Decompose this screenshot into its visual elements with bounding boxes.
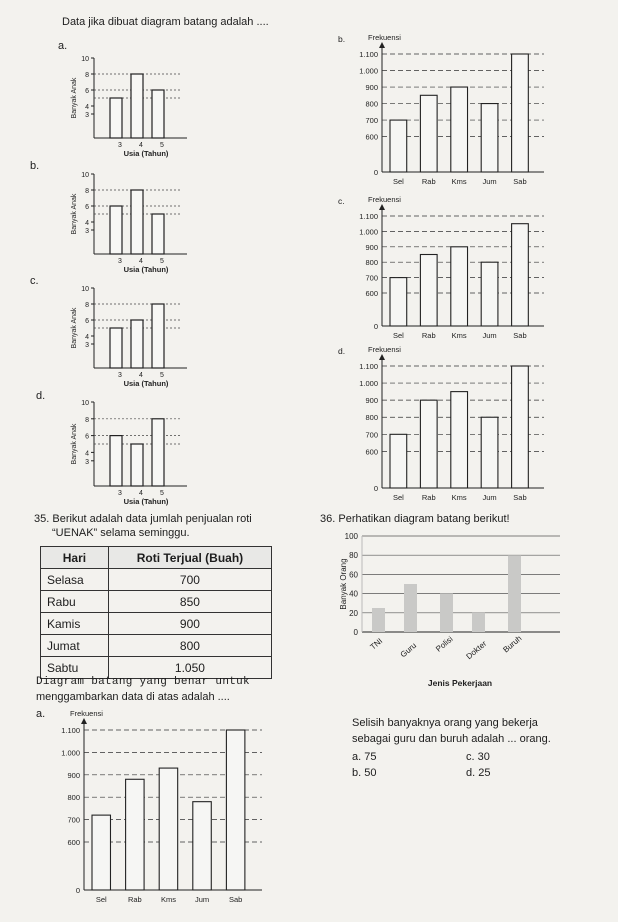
q35-text1: Berikut adalah data jumlah penjualan roti — [52, 513, 252, 525]
bar — [390, 120, 407, 172]
y-tick-label: 700 — [365, 430, 378, 440]
x-tick-label: 3 — [118, 372, 122, 379]
y-tick-label: 600 — [365, 447, 378, 457]
q35-option-a-letter: a. — [36, 708, 46, 720]
x-tick-label: Sel — [95, 895, 107, 904]
x-tick-label: Jum — [194, 895, 210, 904]
y-axis-label: Frekuensi — [70, 709, 103, 718]
table-cell-sold: 1.050 — [108, 657, 271, 679]
x-tick-label: 4 — [139, 258, 143, 265]
bar — [512, 224, 529, 326]
bar — [110, 436, 122, 486]
table-row — [41, 613, 272, 635]
x-tick-label: Sab — [513, 177, 527, 186]
y-tick-label: 600 — [365, 132, 378, 142]
y-tick-label: 100 — [344, 532, 358, 541]
y-axis-label: Frekuensi — [368, 195, 401, 204]
x-tick-label: Sel — [392, 331, 404, 340]
q35-line1 — [34, 512, 252, 526]
y-tick-label: 3 — [85, 112, 89, 119]
y-tick-label: 10 — [81, 286, 89, 293]
bar — [131, 74, 143, 138]
x-tick-label: Jum — [482, 177, 497, 186]
q34-option-a-letter: a. — [58, 40, 68, 52]
y-tick-label: 80 — [349, 551, 358, 561]
y-axis-arrow — [379, 204, 385, 210]
q35-chart-a — [44, 706, 270, 912]
y-tick-label: 6 — [85, 318, 89, 325]
y-axis-label: Frekuensi — [368, 33, 401, 42]
option-value: 25 — [478, 767, 491, 779]
table-header-day: Hari — [41, 547, 109, 569]
y-tick-label: 6 — [85, 88, 89, 95]
bar — [481, 262, 498, 326]
table-row — [41, 591, 272, 613]
x-tick-label: Sab — [513, 493, 527, 502]
y-tick-label: 900 — [67, 770, 80, 780]
bar — [152, 214, 164, 254]
x-tick-label: Polisi — [434, 634, 455, 654]
q35-chart-d — [336, 342, 552, 510]
q35-number: 35. — [34, 513, 50, 525]
table-header-sold: Roti Terjual (Buah) — [108, 547, 271, 569]
bar — [390, 434, 407, 488]
x-axis-label: Usia (Tahun) — [123, 379, 169, 388]
chart-option-letter: c. — [338, 196, 345, 206]
table-cell-sold: 900 — [108, 613, 271, 635]
y-tick-label: 1.100 — [359, 212, 378, 221]
y-tick-label: 800 — [365, 99, 378, 109]
x-tick-label: Kms — [160, 895, 176, 904]
x-tick-label: Sel — [392, 177, 404, 186]
y-tick-label: 4 — [85, 220, 89, 227]
y-tick-label: 900 — [365, 83, 378, 93]
y-axis-label: Banyak Anak — [71, 193, 78, 235]
y-tick-label: 10 — [81, 172, 89, 179]
bar — [110, 328, 122, 368]
table-row — [41, 635, 272, 657]
y-tick-label: 0 — [75, 886, 80, 895]
x-tick-label: Sab — [228, 895, 243, 904]
x-tick-label: Kms — [451, 493, 467, 502]
option-value: 75 — [364, 751, 377, 763]
q35-chart-c — [336, 192, 552, 348]
q35-text3: Diagram batang yang benar untuk — [36, 676, 250, 688]
y-tick-label: 1.100 — [61, 726, 80, 735]
x-axis-label: Usia (Tahun) — [123, 265, 169, 274]
q36-line1 — [320, 512, 510, 526]
bar — [512, 366, 529, 488]
bar — [193, 802, 211, 890]
q36-option-a — [352, 750, 377, 764]
x-tick-label: Rab — [421, 331, 436, 340]
y-tick-label: 8 — [85, 416, 89, 424]
bar — [131, 444, 143, 486]
table-cell-sold: 700 — [108, 569, 271, 591]
table-header-row — [41, 547, 272, 569]
x-tick-label: 3 — [118, 142, 122, 149]
x-tick-label: Dokter — [464, 639, 489, 662]
bar — [110, 98, 122, 138]
x-tick-label: Jum — [482, 493, 497, 502]
q36-question-line1: Selisih banyaknya orang yang bekerja — [352, 717, 538, 729]
y-tick-label: 4 — [85, 450, 89, 458]
chart-option-letter: d. — [338, 346, 346, 356]
bar — [472, 613, 485, 632]
y-tick-label: 1.100 — [359, 50, 378, 59]
x-tick-label: Kms — [451, 177, 467, 186]
option-value: 50 — [364, 767, 377, 779]
x-tick-label: Sel — [392, 493, 404, 502]
y-tick-label: 10 — [81, 56, 89, 63]
y-tick-label: 4 — [85, 104, 89, 111]
q36-text: Perhatikan diagram batang berikut! — [338, 513, 510, 525]
x-axis-label: Usia (Tahun) — [123, 497, 169, 506]
q36-option-c — [466, 750, 490, 764]
y-tick-label: 3 — [85, 342, 89, 349]
bar — [508, 555, 521, 632]
q34-chart-d — [62, 394, 192, 508]
bar — [420, 95, 437, 172]
x-tick-label: Kms — [451, 331, 467, 340]
x-tick-label: 4 — [139, 490, 143, 497]
y-axis-label: Banyak Anak — [71, 307, 78, 349]
q36-number: 36. — [320, 513, 336, 525]
y-tick-label: 1.000 — [359, 227, 378, 237]
y-axis-label: Banyak Anak — [71, 77, 78, 119]
x-tick-label: 5 — [160, 372, 164, 379]
bar — [451, 392, 468, 488]
bar — [481, 104, 498, 172]
y-tick-label: 20 — [349, 608, 358, 618]
option-letter: d. — [466, 767, 476, 779]
y-tick-label: 1.100 — [359, 362, 378, 371]
q36-option-d — [466, 766, 491, 780]
option-letter: c. — [466, 751, 475, 763]
y-tick-label: 1.000 — [359, 66, 378, 76]
y-tick-label: 0 — [373, 484, 378, 493]
bar — [451, 87, 468, 172]
q34-option-c-letter: c. — [30, 275, 39, 287]
bar — [440, 594, 453, 632]
table-cell-day: Jumat — [41, 635, 109, 657]
table-cell-sold: 800 — [108, 635, 271, 657]
y-tick-label: 10 — [81, 400, 89, 407]
bar — [126, 779, 144, 890]
q35-text4: menggambarkan data di atas adalah .... — [36, 691, 230, 703]
table-row — [41, 569, 272, 591]
table-cell-day: Rabu — [41, 591, 109, 613]
q36-job-chart — [336, 528, 568, 710]
q34-option-b-letter: b. — [30, 160, 40, 172]
y-tick-label: 700 — [365, 116, 378, 126]
x-tick-label: 5 — [160, 142, 164, 149]
bar — [451, 247, 468, 326]
q36-question-line2: sebagai guru dan buruh adalah ... orang. — [352, 733, 551, 745]
x-tick-label: 3 — [118, 490, 122, 497]
bar — [152, 304, 164, 368]
q34-chart-b — [62, 166, 192, 276]
bar — [226, 730, 244, 890]
y-tick-label: 0 — [373, 322, 378, 331]
x-tick-label: 5 — [160, 490, 164, 497]
y-tick-label: 0 — [353, 628, 358, 637]
bar — [131, 320, 143, 368]
bar — [110, 206, 122, 254]
bar — [92, 815, 110, 890]
y-tick-label: 700 — [365, 273, 378, 283]
y-tick-label: 40 — [349, 589, 358, 599]
chart-option-letter: b. — [338, 34, 346, 44]
y-tick-label: 800 — [365, 258, 378, 268]
x-tick-label: Rab — [421, 177, 436, 186]
y-tick-label: 3 — [85, 228, 89, 235]
bar — [131, 190, 143, 254]
x-axis-label: Jenis Pekerjaan — [427, 678, 493, 688]
bar — [481, 417, 498, 488]
x-tick-label: Sab — [513, 331, 527, 340]
x-tick-label: 4 — [139, 142, 143, 149]
option-value: 30 — [477, 751, 490, 763]
x-tick-label: 5 — [160, 258, 164, 265]
y-tick-label: 600 — [67, 838, 80, 847]
y-tick-label: 600 — [365, 289, 378, 298]
y-tick-label: 8 — [85, 72, 89, 79]
x-tick-label: Rab — [421, 493, 436, 502]
y-axis-arrow — [379, 42, 385, 48]
q36-option-b — [352, 766, 377, 780]
y-axis-arrow — [379, 354, 385, 360]
table-cell-day: Kamis — [41, 613, 109, 635]
bar — [372, 608, 385, 632]
bar — [404, 584, 417, 632]
y-tick-label: 4 — [85, 334, 89, 341]
q34-chart-c — [62, 280, 192, 390]
table-cell-day: Sabtu — [41, 657, 109, 679]
x-tick-label: Rab — [127, 895, 142, 904]
q34-option-d-letter: d. — [36, 390, 46, 402]
x-tick-label: 3 — [118, 258, 122, 265]
q35-chart-b — [336, 30, 552, 194]
x-tick-label: 4 — [139, 372, 143, 379]
y-tick-label: 0 — [373, 168, 378, 177]
x-tick-label: Jum — [482, 331, 497, 340]
y-tick-label: 900 — [365, 396, 378, 406]
y-axis-arrow — [81, 718, 87, 724]
option-letter: a. — [352, 751, 362, 763]
bar — [152, 90, 164, 138]
bar — [159, 768, 177, 890]
x-tick-label: TNI — [368, 636, 385, 652]
bar — [420, 255, 437, 327]
option-letter: b. — [352, 767, 362, 779]
y-axis-label: Frekuensi — [368, 345, 401, 354]
bar — [512, 54, 529, 172]
x-axis-label: Usia (Tahun) — [123, 149, 169, 158]
y-tick-label: 8 — [85, 302, 89, 309]
x-tick-label: Guru — [398, 640, 419, 660]
x-tick-label: Buruh — [501, 633, 524, 655]
sales-table — [40, 546, 272, 679]
y-tick-label: 6 — [85, 433, 89, 441]
y-tick-label: 6 — [85, 204, 89, 211]
y-tick-label: 1.000 — [359, 379, 378, 389]
bar — [152, 419, 164, 486]
y-tick-label: 1.000 — [61, 748, 80, 758]
q35-text2: “UENAK” selama seminggu. — [52, 527, 190, 539]
bar — [420, 400, 437, 488]
y-axis-label: Banyak Anak — [71, 423, 78, 465]
y-tick-label: 800 — [365, 413, 378, 423]
y-tick-label: 800 — [67, 793, 80, 803]
y-tick-label: 900 — [365, 242, 378, 252]
table-cell-day: Selasa — [41, 569, 109, 591]
y-axis-label: Banyak Orang — [339, 558, 348, 610]
q34-intro: Data jika dibuat diagram batang adalah .... — [62, 16, 269, 28]
table-cell-sold: 850 — [108, 591, 271, 613]
y-tick-label: 60 — [349, 570, 358, 580]
y-tick-label: 3 — [85, 458, 89, 466]
y-tick-label: 700 — [67, 815, 80, 825]
q34-chart-a — [62, 50, 192, 160]
bar — [390, 278, 407, 326]
y-tick-label: 8 — [85, 188, 89, 195]
